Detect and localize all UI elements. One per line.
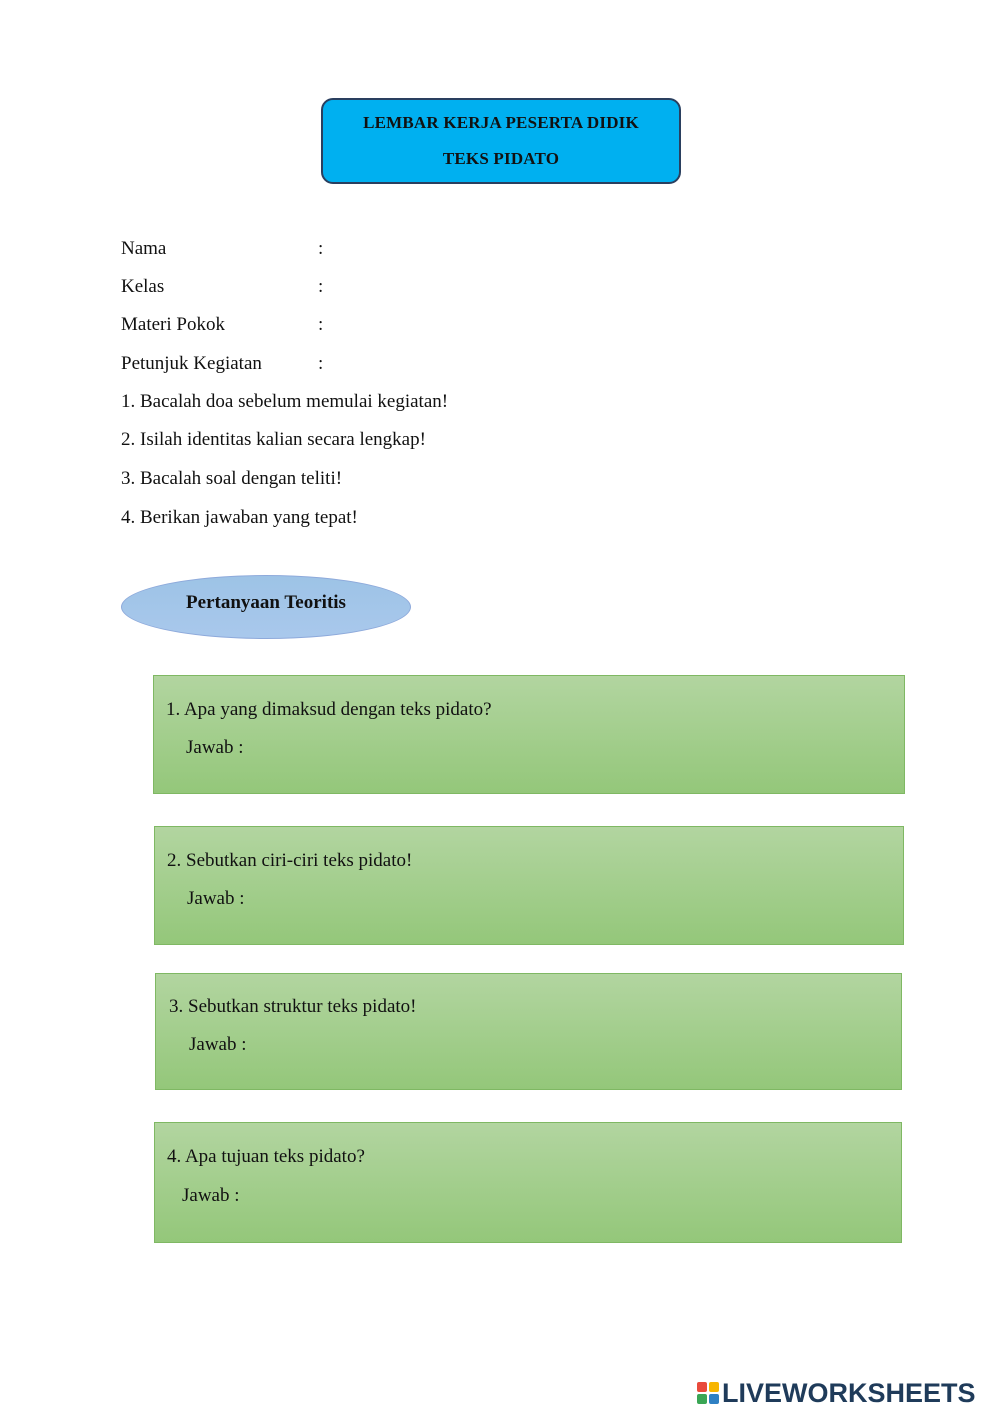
instruction-item: 3. Bacalah soal dengan teliti! bbox=[121, 468, 343, 489]
section-title: Pertanyaan Teoritis bbox=[186, 592, 346, 613]
field-label: Nama bbox=[121, 238, 167, 259]
answer-label: Jawab : bbox=[186, 737, 244, 758]
worksheet-title-box bbox=[321, 98, 681, 184]
field-colon: : bbox=[318, 314, 324, 335]
field-colon: : bbox=[318, 238, 324, 259]
worksheet-subtitle: TEKS PIDATO bbox=[442, 149, 560, 168]
field-label: Kelas bbox=[121, 276, 165, 297]
question-text: 3. Sebutkan struktur teks pidato! bbox=[169, 996, 417, 1017]
logo-cell bbox=[697, 1382, 707, 1392]
question-box-4 bbox=[154, 1122, 902, 1243]
logo-mark-icon bbox=[697, 1382, 719, 1404]
liveworksheets-logo bbox=[697, 1378, 976, 1408]
worksheet-title: LEMBAR KERJA PESERTA DIDIK bbox=[363, 113, 639, 132]
question-text: 4. Apa tujuan teks pidato? bbox=[167, 1146, 365, 1167]
logo-cell bbox=[697, 1394, 707, 1404]
field-nama bbox=[121, 237, 324, 261]
field-label: Petunjuk Kegiatan bbox=[121, 353, 262, 374]
answer-label: Jawab : bbox=[182, 1185, 240, 1206]
field-kelas bbox=[121, 275, 324, 299]
logo-cell bbox=[709, 1382, 719, 1392]
section-heading-oval bbox=[121, 575, 411, 639]
logo-cell bbox=[709, 1394, 719, 1404]
field-petunjuk-kegiatan bbox=[121, 352, 324, 376]
question-box-2 bbox=[154, 826, 904, 945]
field-colon: : bbox=[318, 353, 324, 374]
instruction-item: 4. Berikan jawaban yang tepat! bbox=[121, 507, 358, 528]
question-box-1 bbox=[153, 675, 905, 794]
question-box-3 bbox=[155, 973, 902, 1090]
answer-label: Jawab : bbox=[187, 888, 245, 909]
answer-label: Jawab : bbox=[189, 1034, 247, 1055]
question-text: 1. Apa yang dimaksud dengan teks pidato? bbox=[166, 699, 492, 720]
field-materi-pokok bbox=[121, 313, 324, 337]
question-text: 2. Sebutkan ciri-ciri teks pidato! bbox=[167, 850, 413, 871]
instruction-item: 1. Bacalah doa sebelum memulai kegiatan! bbox=[121, 391, 449, 412]
field-colon: : bbox=[318, 276, 324, 297]
instruction-item: 2. Isilah identitas kalian secara lengkap! bbox=[121, 429, 426, 450]
brand-wordmark: LIVEWORKSHEETS bbox=[722, 1377, 976, 1408]
field-label: Materi Pokok bbox=[121, 314, 225, 335]
